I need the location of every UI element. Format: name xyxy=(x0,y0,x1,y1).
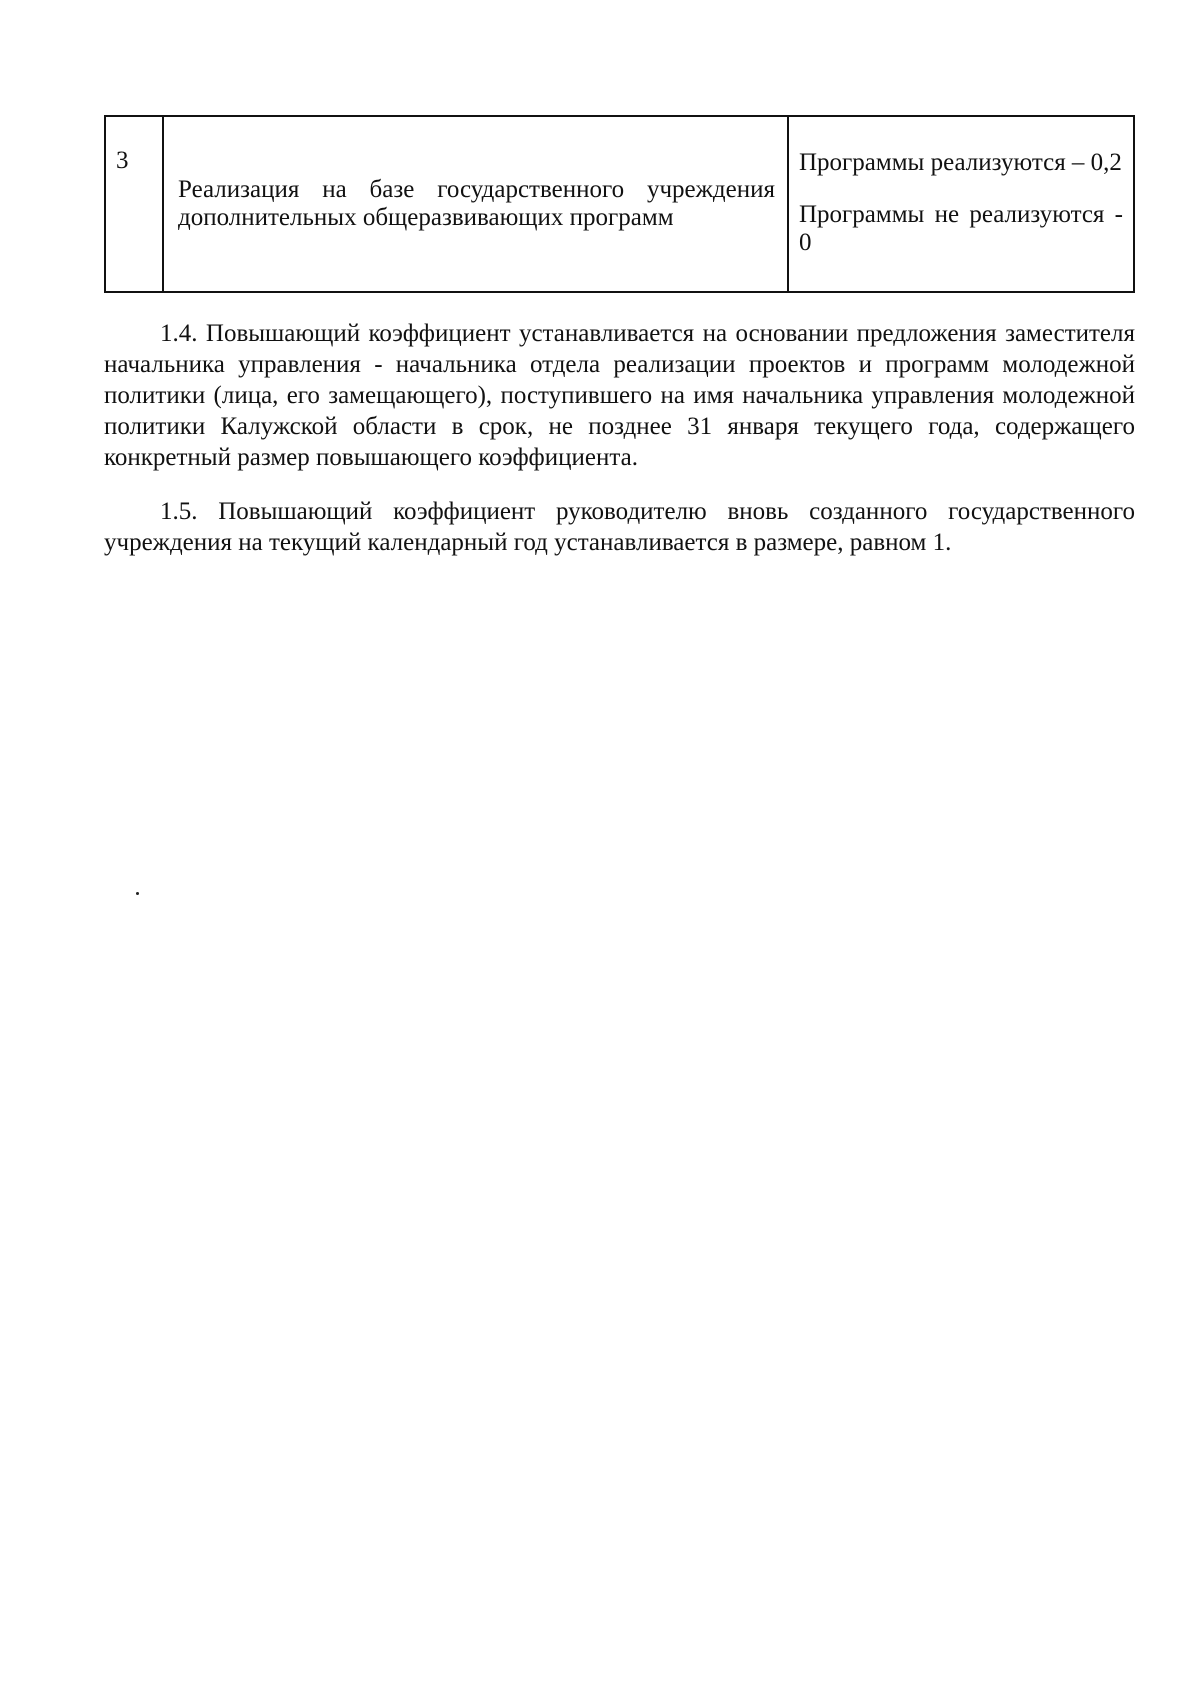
criterion-text-line2: дополнительных общеразвивающих программ xyxy=(178,204,674,231)
paragraph-1-5: 1.5. Повышающий коэффициент руководителю вновь созданного государственного учреждения на текущий календарный год устанавливается в размере, равном 1. xyxy=(104,498,1135,556)
table-row xyxy=(105,116,1134,292)
value-option-implemented: Программы реализуются – 0,2 xyxy=(799,149,1122,176)
value-option-not-implemented: Программы не реализуются - 0 xyxy=(799,201,1123,256)
criteria-table xyxy=(104,115,1135,293)
coefficient-values-cell xyxy=(788,116,1134,292)
criterion-text-line1: Реализация на базе государственного учреждения xyxy=(178,176,775,203)
paragraph-1-4: 1.4. Повышающий коэффициент устанавливается на основании предложения заместителя начальника управления - начальника отдела реализации проектов и программ молодежной политики (лица, его замещающего), поступившего на имя начальника управления молодежной политики Калужской области в срок, не позднее 31 января текущего года, содержащего конкретный размер повышающего коэффициента. xyxy=(104,320,1135,471)
row-number: 3 xyxy=(105,116,163,292)
scan-speck xyxy=(136,892,139,895)
criterion-cell xyxy=(163,116,788,292)
